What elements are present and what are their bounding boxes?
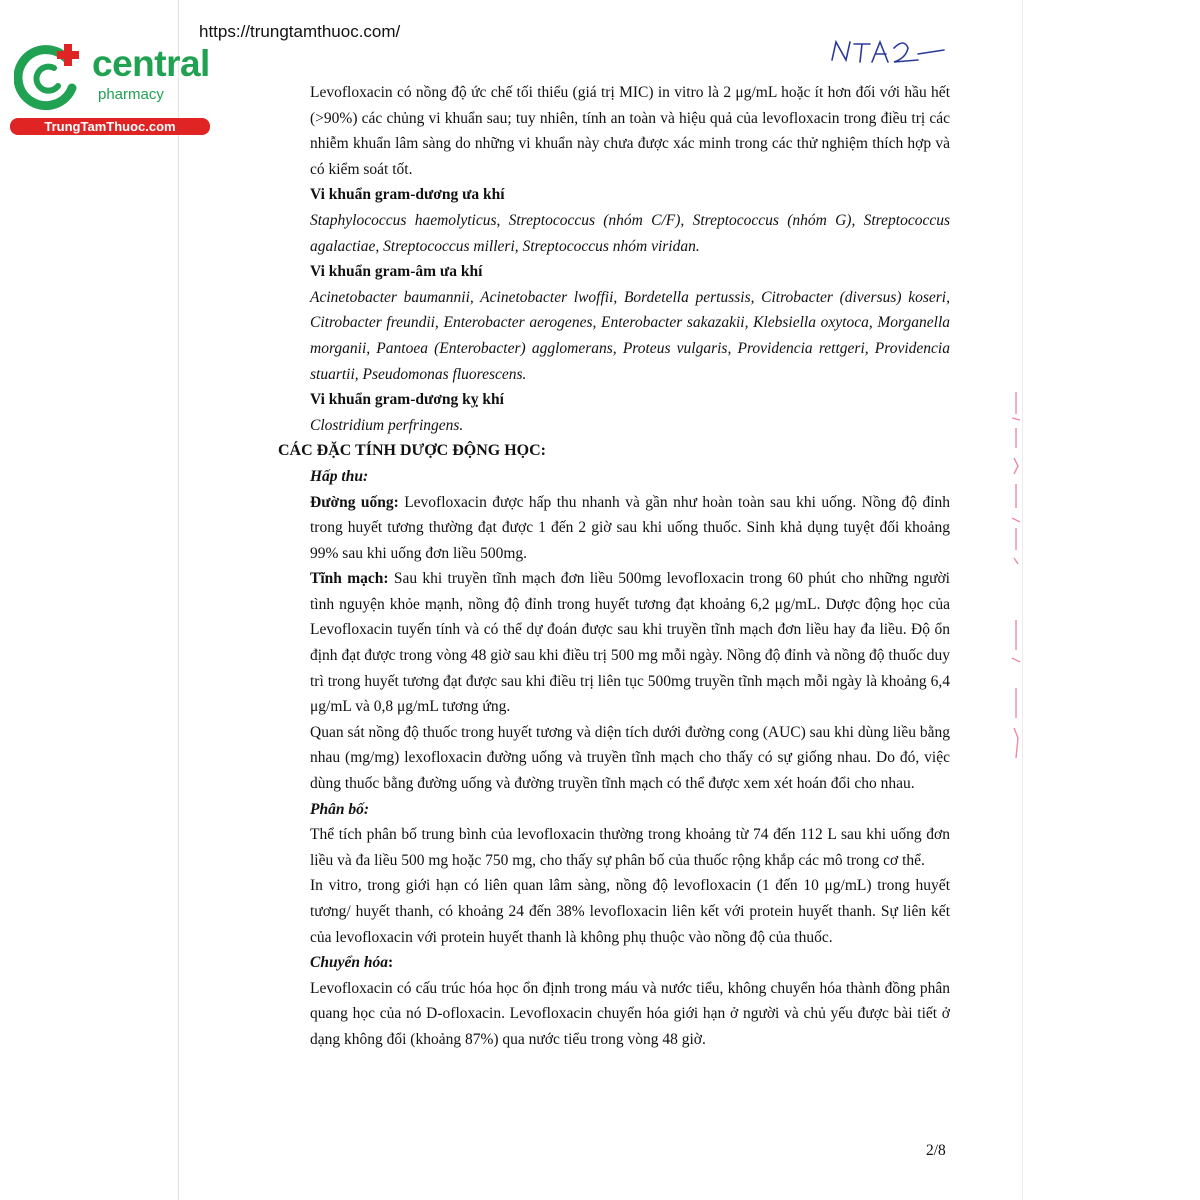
handwritten-initials-icon [826, 30, 946, 70]
page-number: 2/8 [926, 1142, 946, 1159]
source-url[interactable]: https://trungtamthuoc.com/ [199, 22, 401, 41]
distribution-paragraph: Thể tích phân bố trung bình của levofloxacin thường trong khoảng từ 74 đến 112 L sau khi uống đơn liều và đa liều 500 mg hoặc 750 mg, cho thấy sự phân bố của thuốc rộng khắp các mô trong cơ thể. [310, 826, 950, 869]
gram-positive-anaerobe-species: Clostridium perfringens. [310, 416, 464, 434]
gram-positive-anaerobe-heading: Vi khuẩn gram-dương kỵ khí [310, 391, 504, 409]
gram-positive-aerobe-heading: Vi khuẩn gram-dương ưa khí [310, 186, 505, 204]
document-body [278, 80, 950, 1053]
metabolism-heading [310, 950, 950, 976]
iv-paragraph [310, 566, 950, 720]
oral-absorption-paragraph [310, 490, 950, 567]
metabolism-title: Chuyển hóa [310, 954, 388, 972]
gram-negative-aerobe-species: Acinetobacter baumannii, Acinetobacter lwoffii, Bordetella pertussis, Citrobacter (diversus) koseri, Citrobacter freundii, Enterobacter aerogenes, Enterobacter sakazakii, Klebsiella oxytoca, Morganella morganii, Pantoea (Enterobacter) agglomerans, Proteus vulgaris, Providencia rettgeri, Providencia stuartii, Pseudomonas fluorescens. [310, 288, 950, 383]
gram-positive-aerobe-list [310, 208, 950, 259]
oral-label: Đường uống: [310, 493, 399, 511]
pharmacokinetics-section-title: CÁC ĐẶC TÍNH DƯỢC ĐỘNG HỌC: [278, 442, 546, 460]
logo-wordmark: central [92, 43, 210, 84]
intro-paragraph: Levofloxacin có nồng độ ức chế tối thiểu (giá trị MIC) in vitro là 2 μg/mL hoặc ít hơn đối với hầu hết (>90%) các chủng vi khuẩn sau; tuy nhiên, tính an toàn và hiệu quả của levofloxacin trong điều trị các nhiễm khuẩn lâm sàng do những vi khuẩn này chưa được xác minh trong các thử nghiệm thích hợp và có kiểm soát tốt. [310, 84, 950, 178]
iv-text: Sau khi truyền tĩnh mạch đơn liều 500mg levofloxacin trong 60 phút cho những người tình nguyện khỏe mạnh, nồng độ đỉnh trong huyết tương đạt khoảng 6,2 μg/mL. Dược động học của Levofloxacin tuyến tính và có thể dự đoán được sau khi truyền tĩnh mạch đơn liều hay đa liều. Độ ổn định đạt được trong vòng 48 giờ sau khi điều trị 500 mg mỗi ngày. Nồng độ đỉnh và nồng độ thuốc duy trì trong huyết tương đạt được sau khi điều trị liên tục 500mg truyền tĩnh mạch mỗi ngày là khoảng 6,4 μg/mL và 0,8 μg/mL tương ứng. [310, 570, 950, 716]
gram-negative-aerobe-heading: Vi khuẩn gram-âm ưa khí [310, 263, 483, 281]
metabolism-paragraph: Levofloxacin có cấu trúc hóa học ổn định trong máu và nước tiểu, không chuyển hóa thành đồng phân quang học của nó D-ofloxacin. Levofloxacin chuyển hóa giới hạn ở người và chủ yếu được bài tiết ở dạng không đổi (khoảng 87%) qua nước tiểu trong vòng 48 giờ. [310, 979, 950, 1048]
absorption-heading: Hấp thu: [310, 467, 369, 485]
page-left-edge [178, 0, 179, 1200]
auc-paragraph: Quan sát nồng độ thuốc trong huyết tương và diện tích dưới đường cong (AUC) sau khi dùng liều bằng nhau (mg/mg) lexofloxacin đường uống và truyền tĩnh mạch cho thấy có sự giống nhau. Do đó, việc dùng thuốc bằng đường uống và đường truyền tĩnh mạch có thể được xem xét hoán đổi cho nhau. [310, 723, 950, 793]
central-pharmacy-logo[interactable] [10, 36, 210, 136]
margin-stamp-marks-icon [1002, 388, 1032, 768]
logo-site-bar: TrungTamThuoc.com [10, 118, 210, 135]
pharmacy-logo-icon [14, 40, 86, 112]
gram-positive-anaerobe-list [310, 413, 950, 439]
distribution-heading: Phân bố: [310, 800, 369, 818]
iv-label: Tĩnh mạch: [310, 570, 389, 588]
metabolism-colon: : [387, 954, 394, 972]
protein-binding-paragraph: In vitro, trong giới hạn có liên quan lâm sàng, nồng độ levofloxacin (1 đến 10 μg/mL) trong huyết tương/ huyết thanh, có khoảng 24 đến 38% levofloxacin liên kết với protein huyết thanh. Sự liên kết của levofloxacin với protein huyết thanh là không phụ thuộc vào nồng độ của thuốc. [310, 877, 950, 946]
logo-subtitle: pharmacy [98, 86, 164, 103]
gram-negative-aerobe-list [310, 285, 950, 387]
gram-positive-aerobe-species: Staphylococcus haemolyticus, Streptococcus (nhóm C/F), Streptococcus (nhóm G), Streptococcus agalactiae, Streptococcus milleri, Streptococcus nhóm viridan. [310, 211, 950, 255]
oral-text: Levofloxacin được hấp thu nhanh và gần như hoàn toàn sau khi uống. Nồng độ đỉnh trong huyết tương thường đạt được 1 đến 2 giờ sau khi uống thuốc. Sinh khả dụng tuyệt đối khoảng 99% sau khi uống đơn liều 500mg. [310, 493, 950, 562]
